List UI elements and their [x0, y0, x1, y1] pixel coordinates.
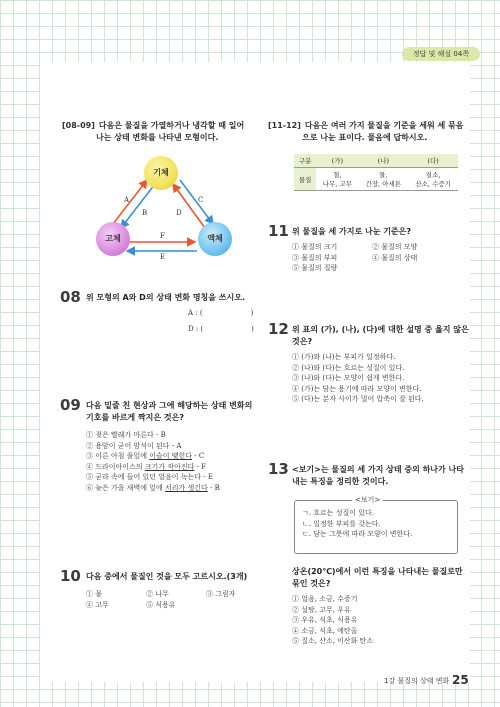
label-f: F — [160, 232, 165, 240]
q09-option-5[interactable]: ⑤ 굳라 속에 들어 있던 얼음이 녹는다 - E — [86, 473, 213, 481]
q11-options — [292, 242, 417, 274]
q0809-intro — [62, 120, 262, 144]
bogi-item-2: ㄴ. 일정한 부피를 갖는다. — [302, 519, 381, 528]
q09-o6-post: - B — [207, 483, 220, 492]
label-c: C — [198, 196, 204, 204]
q13-text-line2: 내는 특징을 정리한 것이다. — [292, 477, 389, 486]
q09-o3-underline: 이슬이 맺힌다 — [149, 452, 193, 460]
q11-text: 위 물질을 세 가지로 나눈 기준은? — [292, 227, 412, 236]
q10-option-2[interactable]: ② 나무 — [146, 590, 169, 598]
table-cell-da — [408, 168, 458, 191]
q13-options — [292, 594, 373, 647]
cell-na-line2: 간장, 아세톤 — [365, 180, 402, 188]
q13-text-line1: <보기>는 물질의 세 가지 상태 중의 하나가 나타 — [292, 465, 465, 474]
label-e: E — [160, 253, 166, 261]
q12-text — [292, 324, 470, 348]
label-b: B — [142, 209, 148, 217]
q13-number: 13 — [268, 460, 289, 478]
bogi-title: <보기> — [352, 495, 383, 505]
table-cell-na — [358, 168, 408, 191]
q09-o3-post: - C — [192, 452, 205, 460]
q10-option-1[interactable]: ① 물 — [86, 590, 102, 598]
q09-o4-post: - F — [194, 462, 207, 471]
q11-option-2[interactable]: ② 물질의 모양 — [372, 243, 418, 251]
table-head-da: (다) — [408, 154, 458, 168]
q1112-text-line1: 다음은 여러 가지 물질을 기준을 세워 세 묶음 — [304, 121, 464, 130]
q12-option-4[interactable]: ④ (가)는 담는 용기에 따라 모양이 변한다. — [292, 384, 422, 393]
table-cell-ga — [316, 168, 358, 191]
cell-ga-line1: 철, — [333, 171, 342, 179]
q12-text-line1: 위 표의 (가), (나), (다)에 대한 설명 중 옳지 않은 — [292, 325, 469, 334]
cell-da-line2: 산소, 수증기 — [415, 180, 451, 188]
worksheet-page — [40, 62, 470, 685]
q10-text: 다음 중에서 물질인 것을 모두 고르시오.(3개) — [86, 572, 248, 581]
q08-a-close: ) — [250, 309, 254, 317]
q11-option-1[interactable]: ① 물질의 크기 — [292, 243, 338, 251]
cell-ga-line2: 나무, 고무 — [322, 180, 352, 188]
q09-options — [86, 430, 220, 493]
q13-option-4[interactable]: ④ 소금, 식초, 에탄올 — [292, 626, 358, 635]
table-head-ga: (가) — [316, 154, 358, 168]
q09-o4-underline: 크기가 작아진다 — [144, 462, 195, 471]
table-row-label: 물질 — [294, 168, 316, 191]
cell-na-line1: 물, — [379, 171, 388, 179]
q09-option-6[interactable] — [86, 483, 220, 494]
q08-d-label: D : ( — [188, 325, 204, 333]
q13-option-3[interactable]: ③ 우유, 식초, 식용유 — [292, 616, 358, 624]
q09-option-3[interactable] — [86, 451, 220, 462]
q09-o4-pre: ④ 드라이아이스의 — [86, 462, 145, 471]
q12-text-line2: 것은? — [292, 337, 313, 346]
q10-option-4[interactable]: ④ 고무 — [86, 600, 109, 609]
q12-option-3[interactable]: ③ (나)와 (다)는 모양이 쉽게 변한다. — [292, 374, 405, 382]
bogi-item-3: ㄷ. 담는 그릇에 따라 모양이 변한다. — [302, 530, 413, 538]
q11-number: 11 — [268, 222, 289, 240]
solid-node: 고체 — [96, 222, 130, 256]
q0809-text-line2: 나는 상태 변화를 나타낸 모형이다. — [96, 133, 219, 142]
q13-text — [292, 464, 470, 488]
q13-option-2[interactable]: ② 설탕, 고무, 우유 — [292, 605, 351, 614]
q12-option-5[interactable]: ⑤ (다)는 분자 사이가 멀어 압축이 잘 된다. — [292, 395, 424, 403]
q09-text-line1: 다음 밑줄 친 현상과 그에 해당하는 상태 변화의 — [86, 401, 253, 410]
q10-option-3[interactable]: ③ 그림자 — [206, 590, 236, 598]
q11-option-4[interactable]: ④ 물질의 상태 — [372, 253, 418, 262]
q11-option-5[interactable]: ⑤ 물질의 질량 — [292, 264, 338, 272]
q10-options — [86, 589, 276, 610]
q1112-intro — [268, 120, 468, 144]
q13-option-1[interactable]: ① 얼음, 소금, 수증기 — [292, 595, 358, 603]
q12-number: 12 — [268, 320, 289, 338]
page-number: 25 — [452, 673, 469, 687]
q10-number: 10 — [60, 567, 81, 585]
liquid-node: 액체 — [198, 222, 232, 256]
q1112-text-line2: 으로 나눈 표이다. 물음에 답하시오. — [302, 133, 428, 142]
answer-reference-tag: 정답 및 해설 04쪽 — [402, 47, 480, 61]
table-head-na: (나) — [358, 154, 408, 168]
q12-option-2[interactable]: ② (나)와 (다)는 흐르는 성질이 있다. — [292, 363, 405, 372]
table-head-category: 구분 — [294, 154, 316, 168]
q09-option-4[interactable] — [86, 462, 220, 473]
cell-da-line1: 질소, — [425, 171, 441, 179]
q08-answer-d — [188, 324, 254, 335]
q09-o6-underline: 서리가 생긴다 — [164, 483, 208, 492]
q09-option-2[interactable]: ② 용암이 굳어 암석이 된다 - A — [86, 441, 182, 450]
q08-d-close: ) — [251, 325, 254, 333]
q0809-text-line1: 다음은 물질을 가열하거나 냉각할 때 일어 — [98, 121, 245, 130]
q08-text: 위 모형의 A와 D의 상태 변화 명칭을 쓰시오. — [86, 293, 246, 302]
q1112-range: [11-12] — [268, 121, 301, 130]
q13-option-5[interactable]: ⑤ 질소, 산소, 이산화 탄소 — [292, 637, 374, 645]
label-d: D — [176, 209, 182, 217]
q13-subquestion — [292, 566, 470, 590]
q12-options — [292, 352, 424, 405]
q13-sub-line1: 상온(20℃)에서 이런 특징을 나타내는 물질로만 — [292, 567, 463, 576]
q08-a-label: A : ( — [188, 309, 203, 317]
label-a: A — [124, 196, 130, 204]
bogi-items — [302, 508, 412, 540]
q09-number: 09 — [60, 396, 81, 414]
bogi-item-1: ㄱ. 흐르는 성질이 있다. — [302, 509, 374, 517]
classification-table — [294, 154, 458, 191]
q08-answer-a — [188, 308, 253, 319]
q09-o3-pre: ③ 이른 아침 풀잎에 — [86, 452, 150, 460]
q09-o6-pre: ⑥ 늦은 가을 새벽에 잎에 — [86, 483, 165, 492]
chapter-label: 1강 물질의 상태 변화 — [384, 677, 450, 685]
q08-number: 08 — [60, 288, 81, 306]
q11-option-3[interactable]: ③ 물질의 부피 — [292, 253, 338, 262]
q10-option-5[interactable]: ⑤ 식용유 — [146, 600, 176, 609]
gas-node: 기체 — [144, 156, 178, 190]
q13-sub-line2: 묶인 것은? — [292, 579, 331, 588]
q0809-range: [08-09] — [62, 121, 95, 130]
q09-text — [86, 400, 256, 424]
q09-option-1[interactable]: ① 젖은 빨래가 마른다 - B — [86, 431, 166, 439]
q12-option-1[interactable]: ① (가)와 (나)는 부피가 일정하다. — [292, 353, 396, 361]
q09-text-line2: 기호를 바르게 짝지은 것은? — [86, 413, 185, 422]
